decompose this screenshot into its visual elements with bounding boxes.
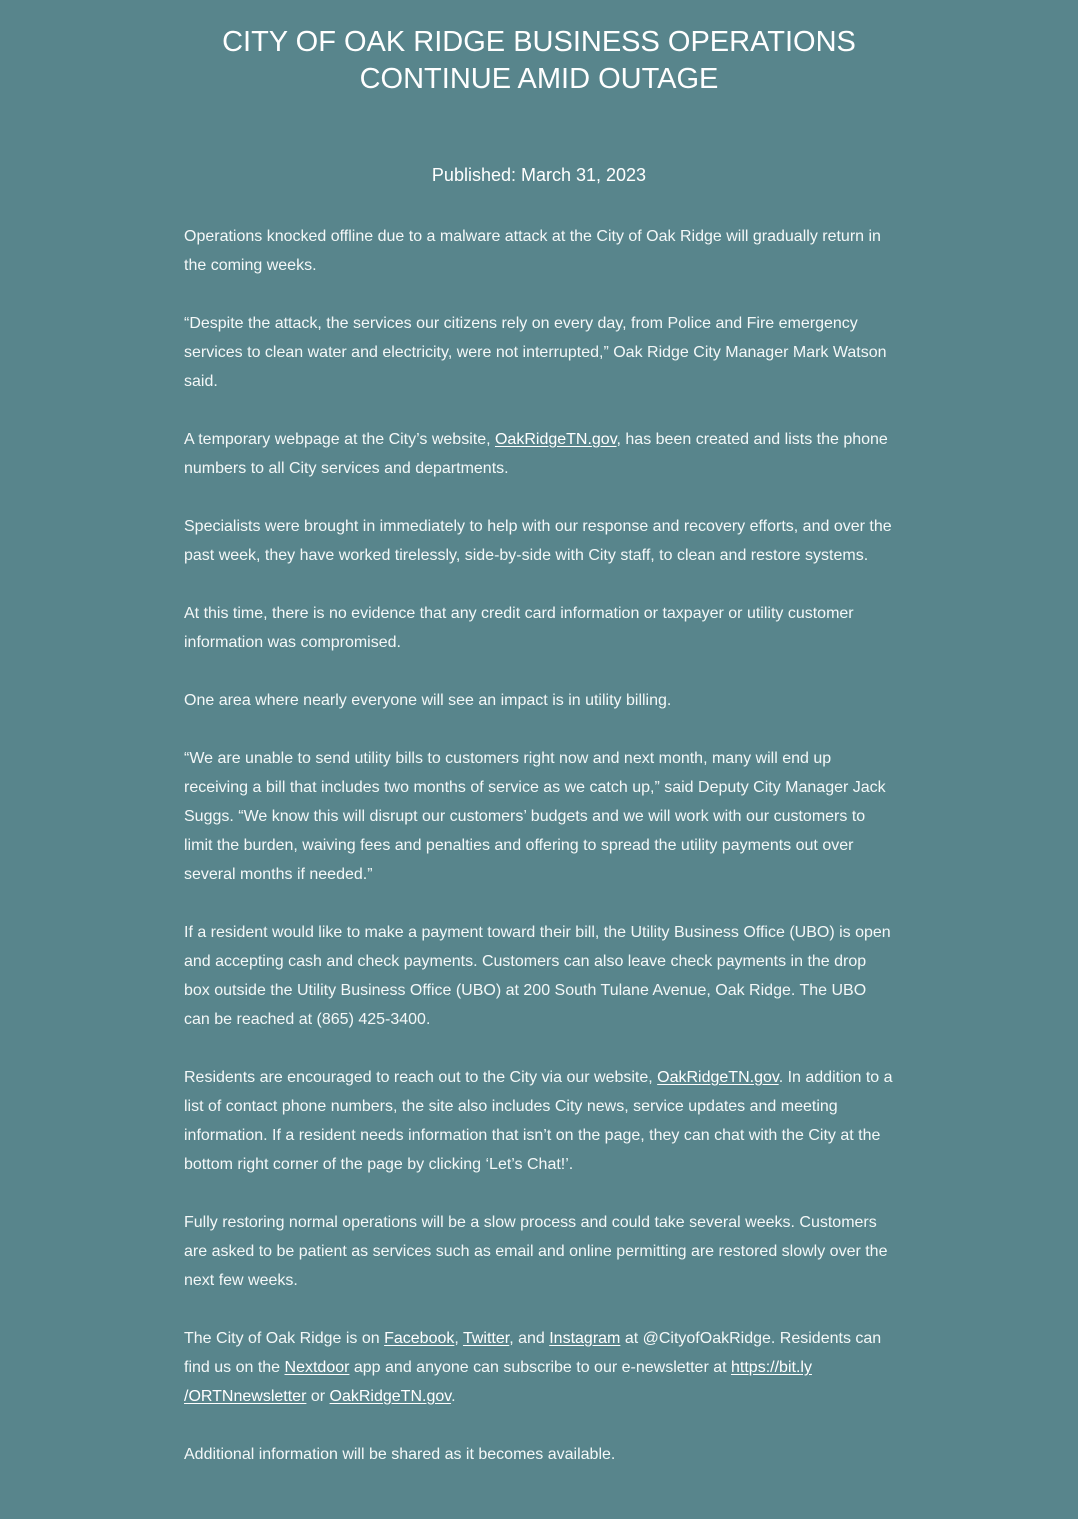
paragraph-closing: Additional information will be shared as it becomes available.: [184, 1446, 616, 1463]
oakridge-website-link[interactable]: OakRidgeTN.gov: [329, 1388, 452, 1405]
article-body: [184, 222, 896, 1498]
facebook-link[interactable]: Facebook: [384, 1330, 455, 1347]
paragraph-ubo-payments: If a resident would like to make a payment toward their bill, the Utility Business Office (UBO) is open and accepting cash and check payments. Customers can also leave check payments in the drop box outside the Utility Business Office (UBO) at 200 South Tulane Avenue, Oak Ridge. The UBO can be reached at (865) 425-3400.: [184, 924, 891, 1028]
text-segment: Residents are encouraged to reach out to the City via our website,: [184, 1069, 658, 1086]
text-segment: or: [306, 1388, 330, 1405]
text-segment: app and anyone can subscribe to our e-newsletter at: [349, 1359, 732, 1376]
oakridge-website-link[interactable]: OakRidgeTN.gov: [494, 431, 617, 448]
title-line-2: CONTINUE AMID OUTAGE: [359, 63, 719, 95]
newsletter-link-part-1: https://bit.ly: [731, 1359, 812, 1376]
paragraph-quote-suggs: “We are unable to send utility bills to customers right now and next month, many will end up receiving a bill that includes two months of service as we catch up,” said Deputy City Manager Jack Suggs. “We know this will disrupt our customers’ budgets and we will work with our customers to limit the burden, waiving fees and penalties and offering to spread the utility payments out over several months if needed.”: [184, 750, 886, 883]
newsletter-link-part-2: /ORTNnewsletter: [184, 1388, 307, 1405]
paragraph-utility-impact: One area where nearly everyone will see an impact is in utility billing.: [184, 692, 672, 709]
page-title: [0, 24, 1078, 98]
text-segment: The City of Oak Ridge is on: [184, 1330, 385, 1347]
paragraph-specialists: Specialists were brought in immediately to help with our response and recovery efforts, and over the past week, they have worked tirelessly, side-by-side with City staff, to clean and restore systems.: [184, 518, 892, 564]
text-segment: , has been created and lists the phone numbers to all City services and departments.: [184, 431, 888, 477]
text-segment: at @CityofOakRidge. Residents can find us on the: [184, 1330, 882, 1376]
paragraph-restoring: Fully restoring normal operations will be a slow process and could take several weeks. Customers are asked to be patient as services such as email and online permitting are restored slowly over the next few weeks.: [184, 1214, 888, 1289]
paragraph-quote-watson: “Despite the attack, the services our citizens rely on every day, from Police and Fire emergency services to clean water and electricity, were not interrupted,” Oak Ridge City Manager Mark Watson said.: [184, 315, 887, 390]
paragraph-social-media: [184, 1324, 896, 1411]
text-segment: .: [451, 1388, 456, 1405]
instagram-link[interactable]: Instagram: [549, 1330, 621, 1347]
text-segment: , and: [509, 1330, 550, 1347]
oakridge-website-link[interactable]: OakRidgeTN.gov: [657, 1069, 779, 1086]
paragraph-intro: Operations knocked offline due to a malware attack at the City of Oak Ridge will gradually return in the coming weeks.: [184, 228, 881, 274]
text-segment: A temporary webpage at the City’s website,: [184, 431, 495, 448]
title-line-1: CITY OF OAK RIDGE BUSINESS OPERATIONS: [222, 26, 856, 58]
nextdoor-link[interactable]: Nextdoor: [284, 1359, 350, 1376]
text-segment: ,: [454, 1330, 463, 1347]
paragraph-contact-city: [184, 1063, 896, 1179]
twitter-link[interactable]: Twitter: [462, 1330, 510, 1347]
text-segment: . In addition to a list of contact phone numbers, the site also includes City news, service updates and meeting information. If a resident needs information that isn’t on the page, they can chat with the City at the bottom right corner of the page by clicking ‘Let’s Chat!’.: [184, 1069, 893, 1173]
paragraph-no-evidence: At this time, there is no evidence that any credit card information or taxpayer or utility customer information was compromised.: [184, 605, 854, 651]
paragraph-temporary-webpage: [184, 425, 896, 483]
published-date: Published: March 31, 2023: [431, 165, 647, 185]
